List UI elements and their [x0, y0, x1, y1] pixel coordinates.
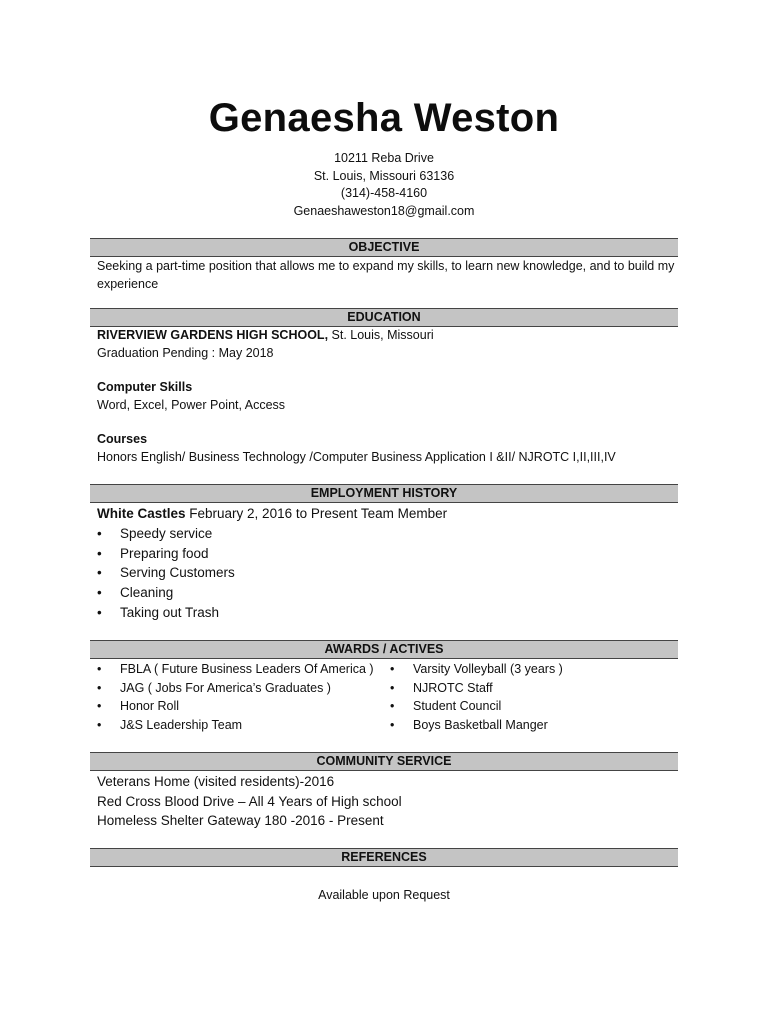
award-item: • Honor Roll	[97, 697, 387, 716]
phone-number: (314)-458-4160	[340, 186, 428, 200]
education-heading: EDUCATION	[90, 308, 678, 327]
duty-item: • Serving Customers	[97, 563, 235, 583]
duty-item: • Speedy service	[97, 524, 235, 544]
award-item: • FBLA ( Future Business Leaders Of America )	[97, 660, 387, 679]
duty-item: • Cleaning	[97, 583, 235, 603]
award-item: • Boys Basketball Manger	[390, 716, 670, 735]
references-heading: REFERENCES	[90, 848, 678, 867]
duty-item: • Taking out Trash	[97, 603, 235, 623]
address-line-1: 10211 Reba Drive	[334, 151, 434, 165]
graduation-status: Graduation Pending : May 2018	[97, 346, 274, 360]
awards-right-list	[390, 660, 670, 734]
awards-left-list	[97, 660, 387, 734]
contact-block	[0, 150, 768, 220]
award-item: • NJROTC Staff	[390, 679, 670, 698]
awards-heading: AWARDS / ACTIVES	[90, 640, 678, 659]
community-service-item: Red Cross Blood Drive – All 4 Years of High school	[97, 793, 402, 809]
computer-skills-heading: Computer Skills	[97, 380, 193, 394]
school-line	[97, 327, 682, 345]
award-item: • JAG ( Jobs For America’s Graduates )	[97, 679, 387, 698]
references-text: Available upon Request	[318, 888, 450, 902]
employer-line	[97, 504, 682, 524]
school-name: RIVERVIEW GARDENS HIGH SCHOOL,	[97, 328, 329, 342]
school-location: St. Louis, Missouri	[328, 328, 434, 342]
email-address: Genaeshaweston18@gmail.com	[293, 203, 475, 218]
community-service-item: Homeless Shelter Gateway 180 -2016 - Present	[97, 813, 384, 829]
community-service-heading: COMMUNITY SERVICE	[90, 752, 678, 771]
duties-list	[97, 524, 235, 623]
employer-name: White Castles	[97, 506, 186, 521]
awards-right-column	[390, 660, 670, 734]
courses-list: Honors English/ Business Technology /Computer Business Application I &II/ NJROTC I,II,III,IV	[97, 450, 616, 464]
employment-details: February 2, 2016 to Present Team Member	[185, 506, 448, 521]
objective-heading: OBJECTIVE	[90, 238, 678, 257]
award-item: • Varsity Volleyball (3 years )	[390, 660, 670, 679]
award-item: • Student Council	[390, 697, 670, 716]
community-service-list	[97, 772, 682, 831]
address-line-2: St. Louis, Missouri 63136	[313, 168, 455, 183]
applicant-name: Genaesha Weston	[208, 96, 560, 140]
duty-item: • Preparing food	[97, 544, 235, 564]
award-item: • J&S Leadership Team	[97, 716, 387, 735]
community-service-item: Veterans Home (visited residents)-2016	[97, 774, 335, 789]
courses-heading: Courses	[97, 432, 148, 446]
duties-list-container	[97, 524, 235, 623]
computer-skills-list: Word, Excel, Power Point, Access	[97, 398, 286, 412]
objective-text: Seeking a part-time position that allows me to expand my skills, to learn new knowledge, and to build my experience	[97, 259, 675, 291]
employment-heading: EMPLOYMENT HISTORY	[90, 484, 678, 503]
awards-left-column	[97, 660, 387, 734]
